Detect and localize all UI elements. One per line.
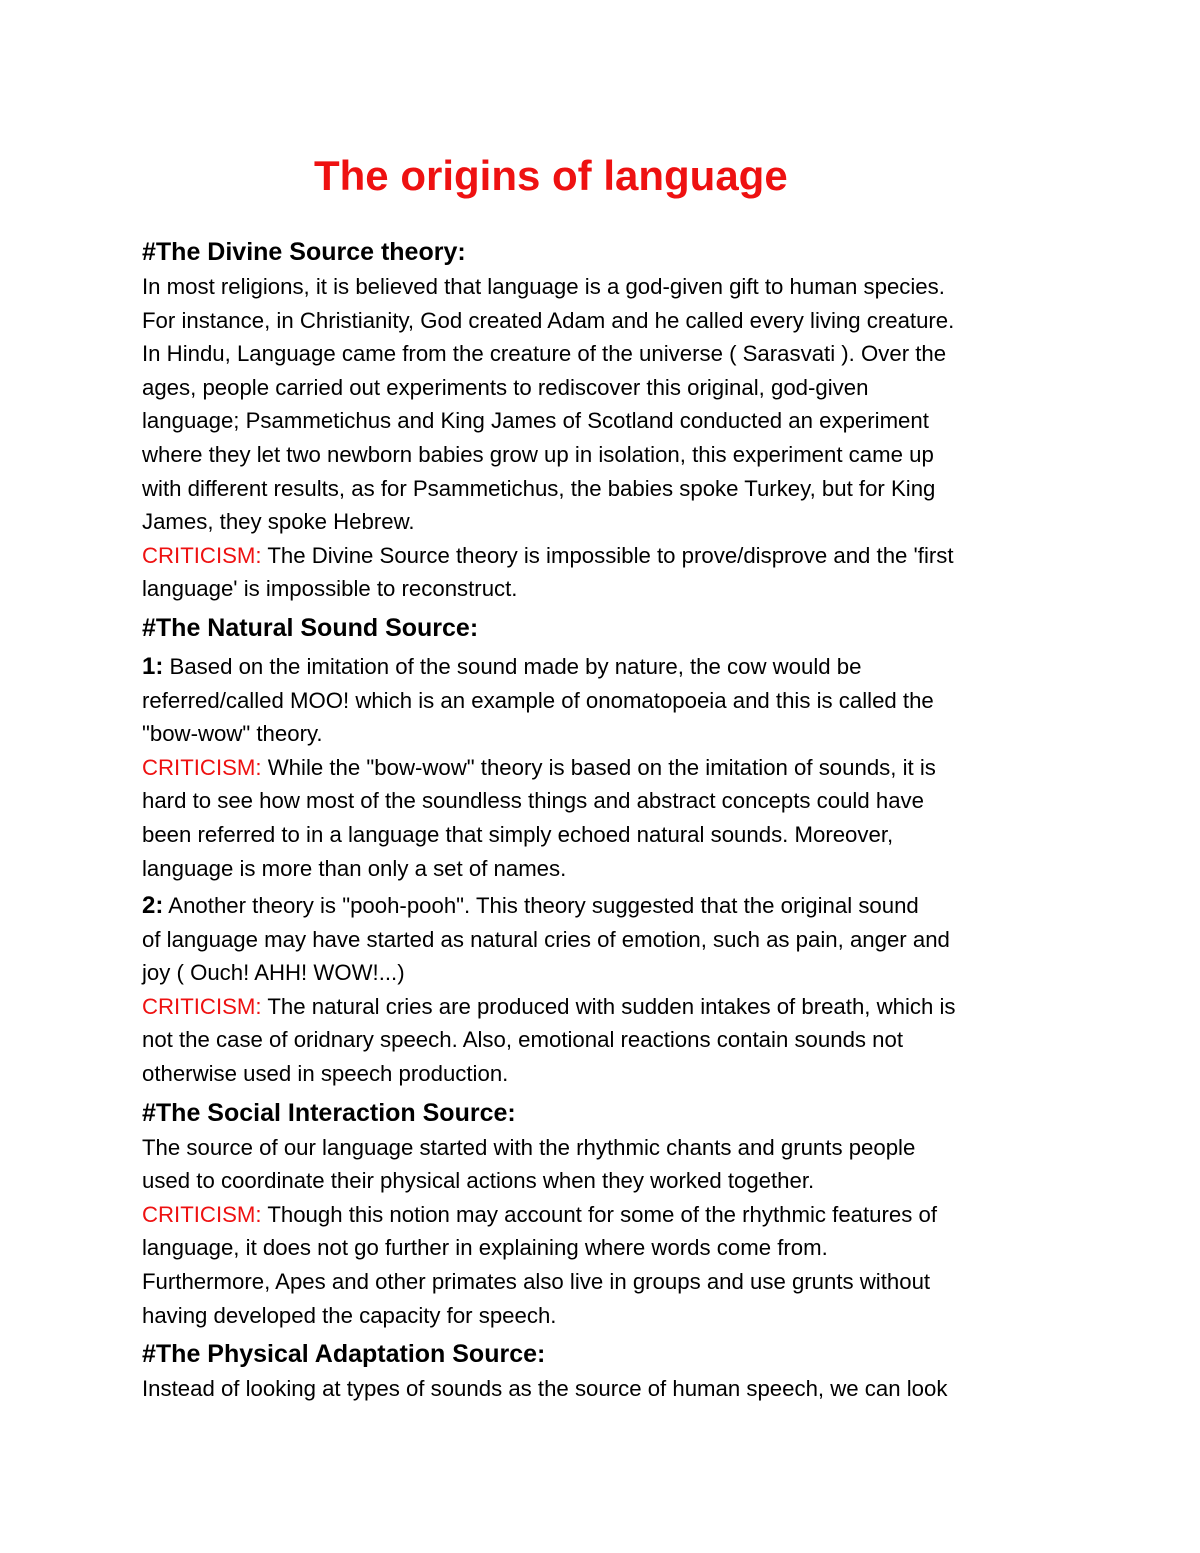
section-divine-source	[142, 234, 1082, 606]
text-line: used to coordinate their physical actions when they worked together.	[142, 1168, 815, 1194]
text-line: In most religions, it is believed that language is a god-given gift to human species.	[142, 274, 945, 299]
paragraph	[142, 1372, 1082, 1406]
criticism-paragraph	[142, 1198, 1082, 1332]
text-line	[142, 539, 1082, 573]
text-line: of language may have started as natural cries of emotion, such as pain, anger and	[142, 926, 950, 952]
criticism-text: Though this notion may account for some of the rhythmic features of	[267, 1201, 937, 1227]
section-social-interaction-source	[142, 1095, 1082, 1333]
document-page	[142, 148, 1082, 1406]
section-heading: #The Social Interaction Source:	[142, 1098, 516, 1127]
criticism-text: The natural cries are produced with sudden intakes of breath, which is	[267, 993, 956, 1019]
text-line: Furthermore, Apes and other primates also live in groups and use grunts without	[142, 1269, 931, 1295]
text-line: language' is impossible to reconstruct.	[142, 576, 518, 602]
text-line	[142, 889, 1082, 923]
paragraph	[142, 1131, 1082, 1198]
criticism-label: CRITICISM:	[142, 1201, 262, 1227]
text-line: otherwise used in speech production.	[142, 1061, 509, 1087]
text-line	[142, 650, 1082, 684]
text-line: joy ( Ouch! AHH! WOW!...)	[142, 960, 405, 986]
criticism-paragraph	[142, 751, 1082, 885]
paragraph	[142, 889, 1082, 990]
text-line: In Hindu, Language came from the creature of the universe ( Sarasvati ). Over the	[142, 341, 947, 367]
text-line: hard to see how most of the soundless things and abstract concepts could have	[142, 788, 924, 814]
section-heading: #The Physical Adaptation Source:	[142, 1340, 546, 1369]
section-heading: #The Natural Sound Source:	[142, 613, 479, 642]
text-line: For instance, in Christianity, God created Adam and he called every living creature.	[142, 307, 955, 333]
text-line: James, they spoke Hebrew.	[142, 509, 415, 535]
text-line: language; Psammetichus and King James of Scotland conducted an experiment	[142, 408, 929, 434]
text-line	[142, 990, 1082, 1024]
text-line: having developed the capacity for speech.	[142, 1302, 557, 1328]
text-line: language, it does not go further in explaining where words come from.	[142, 1235, 828, 1261]
text-line: where they let two newborn babies grow up in isolation, this experiment came up	[142, 441, 934, 467]
point-number: 2:	[142, 892, 164, 920]
point-text: Based on the imitation of the sound made by nature, the cow would be	[169, 653, 862, 679]
text-line	[142, 751, 1082, 785]
criticism-text: While the "bow-wow" theory is based on the imitation of sounds, it is	[267, 754, 936, 780]
text-line: with different results, as for Psammetichus, the babies spoke Turkey, but for King	[142, 475, 936, 501]
text-line: The source of our language started with the rhythmic chants and grunts people	[142, 1134, 916, 1160]
section-natural-sound-source	[142, 610, 1082, 1091]
criticism-text: The Divine Source theory is impossible to prove/disprove and the 'first	[267, 542, 954, 568]
text-line: referred/called MOO! which is an example of onomatopoeia and this is called the	[142, 687, 934, 713]
document-title: The origins of language	[314, 152, 788, 199]
text-line: ages, people carried out experiments to rediscover this original, god-given	[142, 374, 869, 400]
text-line	[142, 1198, 1082, 1232]
criticism-paragraph	[142, 990, 1082, 1091]
text-line: Instead of looking at types of sounds as the source of human speech, we can look	[142, 1376, 948, 1402]
text-line: been referred to in a language that simply echoed natural sounds. Moreover,	[142, 821, 894, 847]
criticism-paragraph	[142, 539, 1082, 606]
criticism-label: CRITICISM:	[142, 542, 262, 568]
text-line: "bow-wow" theory.	[142, 721, 323, 747]
paragraph	[142, 270, 1082, 539]
criticism-label: CRITICISM:	[142, 754, 262, 780]
text-line: not the case of oridnary speech. Also, emotional reactions contain sounds not	[142, 1027, 904, 1053]
point-text: Another theory is "pooh-pooh". This theory suggested that the original sound	[168, 893, 919, 919]
point-number: 1:	[142, 652, 164, 680]
paragraph	[142, 650, 1082, 751]
text-line: language is more than only a set of names.	[142, 855, 567, 881]
section-heading: #The Divine Source theory:	[142, 238, 466, 266]
criticism-label: CRITICISM:	[142, 993, 262, 1019]
section-physical-adaptation-source	[142, 1336, 1082, 1406]
